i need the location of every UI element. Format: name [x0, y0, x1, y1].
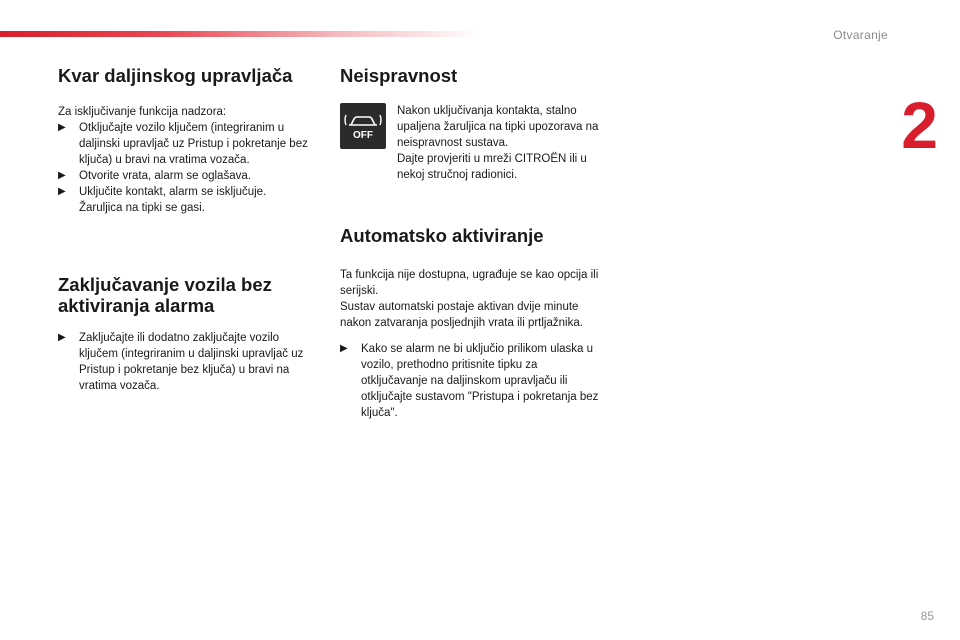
lock-no-alarm-steps	[58, 330, 308, 394]
remote-failure-intro: Za isključivanje funkcija nadzora:	[58, 105, 227, 118]
bullet-arrow-icon: ▶	[58, 169, 66, 181]
malfunction-text-2: Dajte provjeriti u mreži CITROËN ili u nekoj stručnoj radionici.	[397, 153, 587, 181]
bullet-arrow-icon: ▶	[58, 332, 66, 344]
remote-failure-steps	[58, 120, 308, 216]
alarm-car-icon	[340, 103, 386, 149]
header-accent-bar	[0, 31, 480, 37]
malfunction-text-1: Nakon uključivanja kontakta, stalno upaljena žaruljica na tipki upozorava na neispravnost sustava.	[397, 105, 599, 149]
alarm-off-icon	[340, 103, 386, 149]
remote-failure-title: Kvar daljinskog upravljača	[58, 65, 293, 86]
chapter-number: 2	[901, 88, 938, 162]
malfunction-title: Neispravnost	[340, 65, 458, 86]
section-lock-no-alarm	[58, 275, 308, 394]
auto-activation-text-2: Sustav automatski postaje aktivan dvije minute nakon zatvaranja posljednjih vrata ili prtljažnika.	[340, 300, 583, 329]
page-number: 85	[920, 609, 934, 623]
list-item: ▶ Otključajte vozilo ključem (integriranim u daljinski upravljač uz Pristup i pokretanje bez ključa) u bravi na vratima vozača.	[58, 121, 308, 166]
icon-off-label: OFF	[353, 130, 373, 141]
bullet-arrow-icon: ▶	[340, 342, 348, 354]
bullet-arrow-icon: ▶	[58, 185, 66, 197]
list-item: ▶ Otvorite vrata, alarm se oglašava.	[58, 169, 251, 182]
list-item: ▶ Uključite kontakt, alarm se isključuje. Žaruljica na tipki se gasi.	[58, 185, 267, 214]
bullet-arrow-icon: ▶	[58, 121, 66, 133]
section-auto-activation	[340, 226, 602, 421]
list-item: ▶ Zaključajte ili dodatno zaključajte vozilo ključem (integriranim u daljinski upravljač uz Pristup i pokretanje bez ključa) u bravi na vratima vozača.	[58, 332, 304, 393]
auto-activation-steps	[340, 341, 602, 421]
section-malfunction	[340, 66, 590, 87]
list-item: ▶ Kako se alarm ne bi uključio prilikom ulaska u vozilo, prethodno pritisnite tipku za otključavanje na daljinskom upravljaču ili otključajte sustavom "Pristupa i pokretanja bez ključa".	[340, 342, 599, 419]
section-remote-failure	[58, 66, 308, 216]
malfunction-body	[397, 103, 607, 183]
lock-no-alarm-title: Zaključavanje vozila bez aktiviranja alarma	[58, 274, 272, 316]
section-label: Otvaranje	[833, 28, 888, 42]
auto-activation-text-1: Ta funkcija nije dostupna, ugrađuje se kao opcija ili serijski.	[340, 268, 599, 297]
auto-activation-title: Automatsko aktiviranje	[340, 225, 544, 246]
